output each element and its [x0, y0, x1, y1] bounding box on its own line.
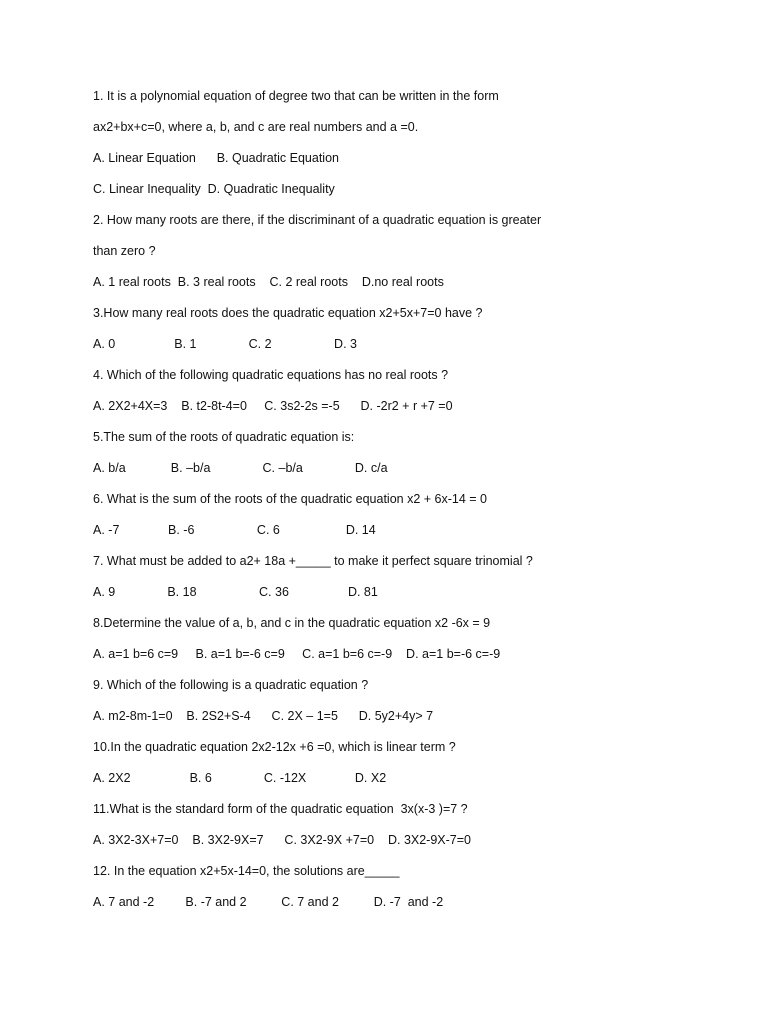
q5-choices: A. b/a B. –b/a C. –b/a D. c/a — [93, 461, 388, 475]
q12-choices: A. 7 and -2 B. -7 and 2 C. 7 and 2 D. -7 and -2 — [93, 895, 444, 909]
q6-choices: A. -7 B. -6 C. 6 D. 14 — [93, 523, 376, 537]
q2-text-line2: than zero ? — [93, 244, 156, 258]
q2-choices: A. 1 real roots B. 3 real roots C. 2 real roots D.no real roots — [93, 275, 444, 289]
q9-text: 9. Which of the following is a quadratic equation ? — [93, 678, 369, 692]
q7-text: 7. What must be added to a2+ 18a +_____ to make it perfect square trinomial ? — [93, 554, 533, 568]
q9-choices: A. m2-8m-1=0 B. 2S2+S-4 C. 2X – 1=5 D. 5y2+4y> 7 — [93, 709, 434, 723]
q1-text-line1: 1. It is a polynomial equation of degree two that can be written in the form — [93, 89, 499, 103]
q1-choices-ab: A. Linear Equation B. Quadratic Equation — [93, 151, 339, 165]
q11-choices: A. 3X2-3X+7=0 B. 3X2-9X=7 C. 3X2-9X +7=0 D. 3X2-9X-7=0 — [93, 833, 472, 847]
q10-text: 10.In the quadratic equation 2x2-12x +6 =0, which is linear term ? — [93, 740, 456, 754]
q4-choices: A. 2X2+4X=3 B. t2-8t-4=0 C. 3s2-2s =-5 D. -2r2 + r +7 =0 — [93, 399, 453, 413]
q10-choices: A. 2X2 B. 6 C. -12X D. X2 — [93, 771, 387, 785]
q11-text: 11.What is the standard form of the quadratic equation 3x(x-3 )=7 ? — [93, 802, 468, 816]
q6-text: 6. What is the sum of the roots of the quadratic equation x2 + 6x-14 = 0 — [93, 492, 487, 506]
q4-text: 4. Which of the following quadratic equations has no real roots ? — [93, 368, 449, 382]
q2-text-line1: 2. How many roots are there, if the discriminant of a quadratic equation is greater — [93, 213, 542, 227]
q8-choices: A. a=1 b=6 c=9 B. a=1 b=-6 c=9 C. a=1 b=6 c=-9 D. a=1 b=-6 c=-9 — [93, 647, 501, 661]
q1-text-line2: ax2+bx+c=0, where a, b, and c are real numbers and a =0. — [93, 120, 419, 134]
q8-text: 8.Determine the value of a, b, and c in the quadratic equation x2 -6x = 9 — [93, 616, 491, 630]
q7-choices: A. 9 B. 18 C. 36 D. 81 — [93, 585, 378, 599]
q3-text: 3.How many real roots does the quadratic equation x2+5x+7=0 have ? — [93, 306, 483, 320]
q5-text: 5.The sum of the roots of quadratic equation is: — [93, 430, 355, 444]
q12-text: 12. In the equation x2+5x-14=0, the solutions are_____ — [93, 864, 400, 878]
q1-choices-cd: C. Linear Inequality D. Quadratic Inequality — [93, 182, 335, 196]
q3-choices: A. 0 B. 1 C. 2 D. 3 — [93, 337, 357, 351]
